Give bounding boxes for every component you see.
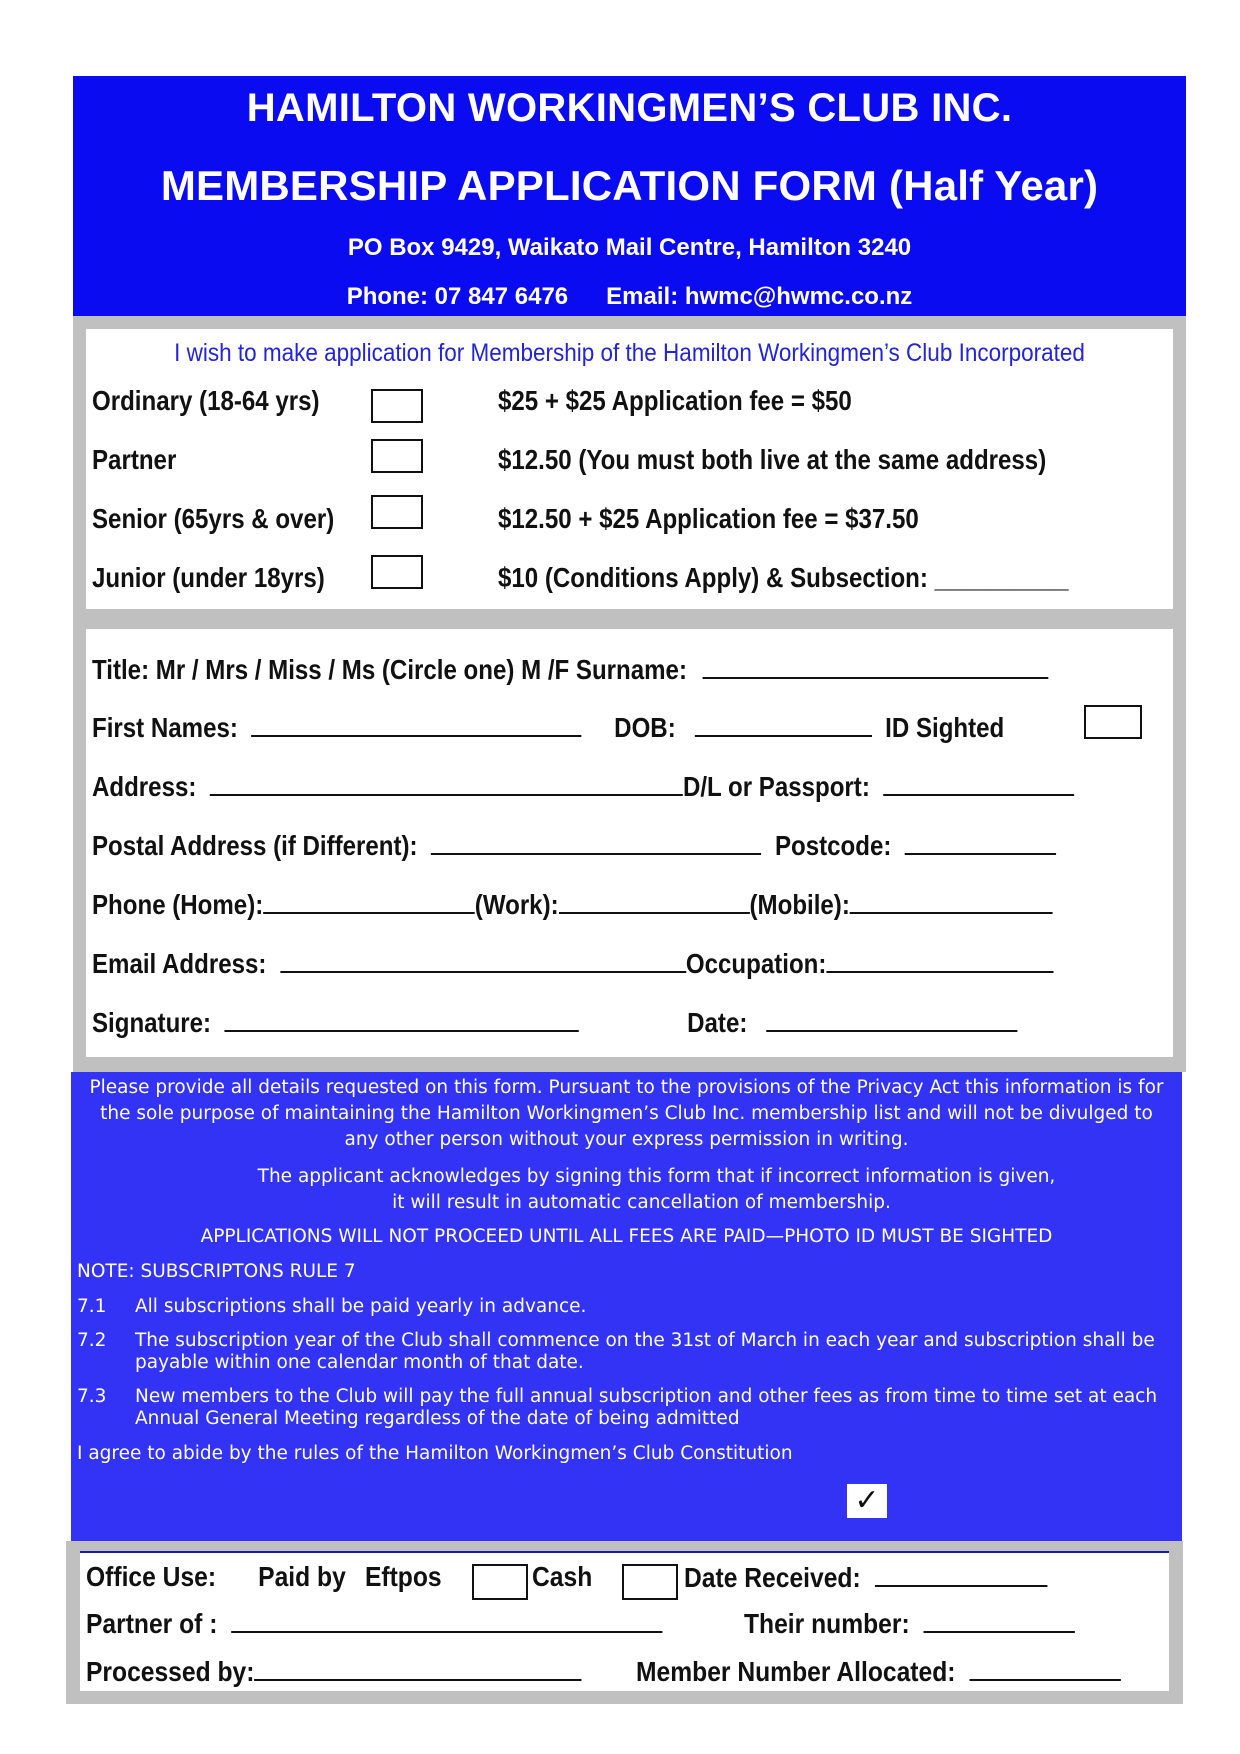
acknowledge-line: it will result in automatic cancellation of membership. xyxy=(392,1192,891,1213)
office-use-label: Office Use: xyxy=(86,1561,217,1592)
email-address-label: Email Address: xyxy=(92,948,267,979)
fees-warning: APPLICATIONS WILL NOT PROCEED UNTIL ALL FEES ARE PAID—PHOTO ID MUST BE SIGHTED xyxy=(200,1226,1053,1247)
title-surname-label: Title: Mr / Mrs / Miss / Ms (Circle one) M /F Surname: xyxy=(92,654,687,685)
form-title: MEMBERSHIP APPLICATION FORM (Half Year) xyxy=(160,162,1099,209)
cash-checkbox[interactable] xyxy=(622,1564,678,1600)
rule-text: The subscription year of the Club shall commence on the 31st of March in each year and subscription shall be payable within one calendar month of that date. xyxy=(135,1330,1155,1373)
postcode-label: Postcode: xyxy=(774,830,892,861)
membership-label: Ordinary (18-64 yrs) xyxy=(92,385,320,416)
first-names-row xyxy=(92,711,1004,744)
member-number-row xyxy=(636,1655,1121,1688)
membership-label: Senior (65yrs & over) xyxy=(92,503,335,534)
address-row xyxy=(92,770,1074,803)
processed-by-label: Processed by: xyxy=(86,1656,255,1687)
notice-block xyxy=(71,1072,1182,1541)
partner-checkbox[interactable] xyxy=(371,439,423,473)
details-panel xyxy=(86,629,1173,1057)
processed-by-field[interactable] xyxy=(254,1655,581,1681)
membership-price: $12.50 + $25 Application fee = $37.50 xyxy=(498,503,919,534)
title-surname-row xyxy=(92,653,1048,686)
eftpos-checkbox[interactable] xyxy=(472,1564,528,1600)
po-box-address: PO Box 9429, Waikato Mail Centre, Hamilton 3240 xyxy=(347,234,912,261)
office-panel xyxy=(80,1551,1169,1691)
privacy-line: the sole purpose of maintaining the Hamilton Workingmen’s Club Inc. membership list and will not be divulged to xyxy=(100,1103,1153,1124)
signature-field[interactable] xyxy=(225,1006,579,1032)
dl-passport-label: D/L or Passport: xyxy=(682,771,870,802)
member-number-field[interactable] xyxy=(969,1655,1120,1681)
rule-number: 7.1 xyxy=(77,1296,107,1317)
privacy-line: Please provide all details requested on this form. Pursuant to the provisions of the Privacy Act this information is for xyxy=(89,1077,1164,1098)
surname-field[interactable] xyxy=(702,653,1048,679)
paid-by-label: Paid by xyxy=(258,1561,346,1592)
intro-text: I wish to make application for Membership of the Hamilton Workingmen’s Club Incorporated xyxy=(174,339,1085,367)
partner-of-label: Partner of : xyxy=(86,1608,218,1639)
their-number-field[interactable] xyxy=(924,1607,1075,1633)
occupation-field[interactable] xyxy=(826,947,1053,973)
phone-row xyxy=(92,888,1053,921)
privacy-line: any other person without your express permission in writing. xyxy=(344,1129,909,1150)
first-names-field[interactable] xyxy=(251,711,581,737)
their-number-row xyxy=(744,1607,1075,1640)
email-address-field[interactable] xyxy=(280,947,686,973)
dob-label: DOB: xyxy=(614,712,676,743)
phone-mobile-label: (Mobile): xyxy=(749,889,850,920)
email-address: Email: hwmc@hwmc.co.nz xyxy=(606,283,913,310)
checkmark-icon: ✓ xyxy=(854,1483,880,1518)
id-sighted-label: ID Sighted xyxy=(885,712,1005,743)
agree-checkbox[interactable] xyxy=(847,1484,887,1518)
rule-number: 7.2 xyxy=(77,1330,107,1351)
membership-price: $25 + $25 Application fee = $50 xyxy=(498,385,852,416)
membership-price: $10 (Conditions Apply) & Subsection: __________ xyxy=(498,562,1069,593)
date-received-label: Date Received: xyxy=(684,1562,861,1593)
partner-of-row xyxy=(86,1607,663,1640)
office-use-row xyxy=(86,1561,442,1593)
dl-passport-field[interactable] xyxy=(883,770,1074,796)
dob-field[interactable] xyxy=(694,711,871,737)
date-field[interactable] xyxy=(766,1006,1017,1032)
id-sighted-checkbox[interactable] xyxy=(1084,705,1142,739)
junior-checkbox[interactable] xyxy=(371,555,423,589)
first-names-label: First Names: xyxy=(92,712,238,743)
phone-work-label: (Work): xyxy=(474,889,559,920)
rule-heading: NOTE: SUBSCRIPTONS RULE 7 xyxy=(77,1261,356,1282)
club-name: HAMILTON WORKINGMEN’S CLUB INC. xyxy=(246,86,1013,130)
postal-address-label: Postal Address (if Different): xyxy=(92,830,418,861)
processed-by-row xyxy=(86,1655,582,1688)
eftpos-label: Eftpos xyxy=(364,1561,442,1592)
address-label: Address: xyxy=(92,771,197,802)
cash-label: Cash xyxy=(532,1561,593,1592)
their-number-label: Their number: xyxy=(744,1608,910,1639)
phone-number: Phone: 07 847 6476 xyxy=(346,283,569,310)
rule-text: All subscriptions shall be paid yearly in advance. xyxy=(135,1296,587,1317)
phone-mobile-field[interactable] xyxy=(850,888,1053,914)
date-received-field[interactable] xyxy=(875,1561,1047,1587)
phone-work-field[interactable] xyxy=(559,888,750,914)
partner-of-field[interactable] xyxy=(231,1607,662,1633)
senior-checkbox[interactable] xyxy=(371,495,423,529)
form-header xyxy=(73,76,1186,316)
membership-price: $12.50 (You must both live at the same address) xyxy=(498,444,1047,475)
contact-line xyxy=(73,283,1186,311)
occupation-label: Occupation: xyxy=(685,948,827,979)
member-number-label: Member Number Allocated: xyxy=(636,1656,956,1687)
address-field[interactable] xyxy=(210,770,683,796)
rule-text: New members to the Club will pay the full annual subscription and other fees as from time to time set at each Annual General Meeting regardless of the date of being admitted xyxy=(135,1386,1158,1429)
date-label: Date: xyxy=(687,1007,748,1038)
divider xyxy=(80,1551,1169,1553)
phone-home-label: Phone (Home): xyxy=(92,889,264,920)
date-received-row xyxy=(684,1561,1047,1594)
cash-row xyxy=(532,1561,592,1593)
membership-panel xyxy=(86,329,1173,609)
postal-address-field[interactable] xyxy=(431,829,761,855)
ordinary-checkbox[interactable] xyxy=(371,389,423,423)
signature-row xyxy=(92,1006,1017,1039)
signature-label: Signature: xyxy=(92,1007,212,1038)
membership-label: Junior (under 18yrs) xyxy=(92,562,325,593)
postcode-field[interactable] xyxy=(905,829,1056,855)
email-row xyxy=(92,947,1053,980)
acknowledge-line: The applicant acknowledges by signing this form that if incorrect information is given, xyxy=(257,1166,1056,1187)
postal-address-row xyxy=(92,829,1056,862)
membership-label: Partner xyxy=(92,444,177,475)
agree-statement: I agree to abide by the rules of the Hamilton Workingmen’s Club Constitution xyxy=(77,1443,793,1464)
phone-home-field[interactable] xyxy=(263,888,475,914)
rule-number: 7.3 xyxy=(77,1386,107,1407)
